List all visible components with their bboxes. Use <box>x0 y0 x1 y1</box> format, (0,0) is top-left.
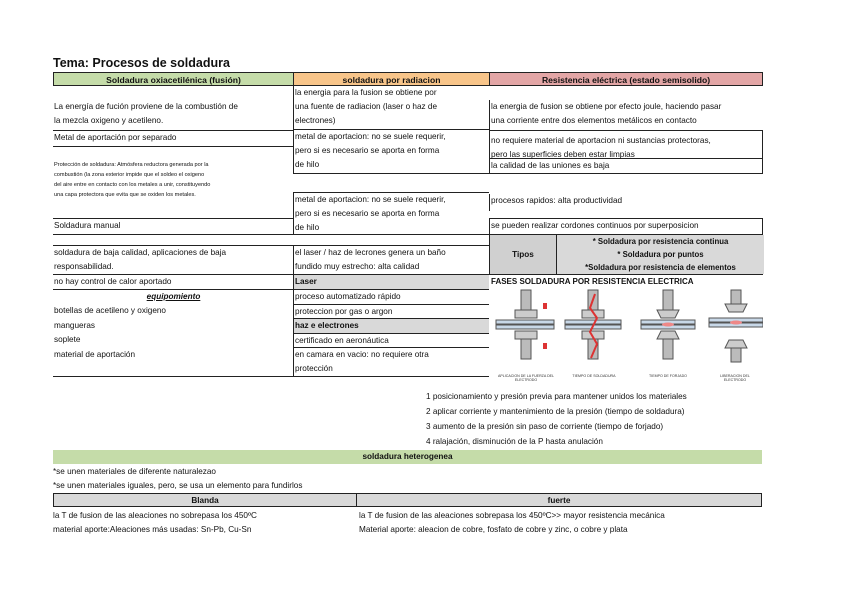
blanda-fusion: la T de fusion de las aleaciones no sobrepasa los 450ºC <box>53 511 257 520</box>
equip-item-1: botellas de acetileno y oxigeno <box>54 306 166 315</box>
col3-apor-l2: pero las superficies deben estar limpias <box>491 150 635 159</box>
col1-calor-text: no hay control de calor aportado <box>54 277 172 286</box>
fuerte-aporte: Material aporte: aleacion de cobre, fosfato de cobre y zinc, o cobre y plata <box>359 525 628 534</box>
col3-aportacion <box>489 130 763 159</box>
equip-item-4: material de aportación <box>54 350 136 359</box>
col3-cordones: se pueden realizar cordones continuos por superposicion <box>489 218 763 235</box>
col2-energy <box>293 86 489 130</box>
col1-prot-l2: combustión (la zona exterior impide que el soldeo el oxigeno <box>54 172 205 178</box>
col1-calor <box>53 275 293 290</box>
tipos-label: Tipos <box>490 235 556 274</box>
fases-title: FASES SOLDADURA POR RESISTENCIA ELECTRICA <box>491 277 694 286</box>
fuerte-header: fuerte <box>357 493 762 507</box>
col2-laser-1: proceso automatizado rápido <box>293 290 489 305</box>
tipo-elementos: *Soldadura por resistencia de elementos <box>585 263 736 272</box>
blanda-header: Blanda <box>53 493 357 507</box>
page-title: Tema: Procesos de soldadura <box>53 56 230 70</box>
col1-calidad <box>53 245 293 275</box>
col3-energy-l2: una corriente entre dos elementos metálicos en contacto <box>491 116 697 125</box>
col2-haz2-l2: protección <box>295 364 333 373</box>
col2-haz2-l1: en camara en vacio: no requiere otra <box>295 350 429 359</box>
col2-apor1-l3: de hilo <box>295 160 320 169</box>
col2-laser-header: Laser <box>293 275 489 290</box>
col1-proteccion <box>53 160 293 210</box>
col1-prot-l1: Protección de soldadura: Atmósfera reductora generada por la <box>54 162 209 168</box>
col1-aportacion-text: Metal de aportación por separado <box>54 133 177 142</box>
tipo-continua: * Soldadura por resistencia continua <box>592 237 729 246</box>
step-1: 1 posicionamiento y presión previa para mantener unidos los materiales <box>426 392 687 401</box>
fase-4 <box>709 290 763 362</box>
fases-diagram <box>491 288 763 388</box>
col1-prot-l3: del aire entre en contacto con los metales a unir, constituyendo <box>54 182 211 188</box>
col2-apor2-l1: metal de aportacion: no se suele requerir, <box>295 195 446 204</box>
col3-energy-l1: la energia de fusion se obtiene por efecto joule, haciendo pasar <box>491 102 722 111</box>
col1-aportacion <box>53 130 293 147</box>
col2-bano <box>293 245 489 275</box>
col2-apor1-l1: metal de aportacion: no se suele requerir, <box>295 132 446 141</box>
table-bottom-rule <box>53 376 489 377</box>
col3-energy <box>489 100 763 130</box>
col1-energy-line2: la mezcla oxigeno y acetileno. <box>54 116 164 125</box>
col2-bano-l2: fundido muy estrecho: alta calidad <box>295 262 420 271</box>
caption-fase-2: TIEMPO DE SOLDADURA <box>572 374 616 378</box>
step-3: 3 aumento de la presión sin paso de corriente (tiempo de forjado) <box>426 422 664 431</box>
caption-fase-4: LIBERACION DEL ELECTRODO <box>720 374 750 382</box>
col3-calidad: la calidad de las uniones es baja <box>489 159 763 174</box>
fase-3 <box>641 290 695 359</box>
col2-aportacion-2 <box>293 192 489 235</box>
fase-1 <box>496 290 554 359</box>
equip-item-3: soplete <box>54 335 81 344</box>
col1-manual <box>53 218 293 235</box>
col2-apor1-l2: pero si es necesario se aporta en forma <box>295 146 440 155</box>
col2-energy-l2: una fuente de radiacion (laser o haz de <box>295 102 438 111</box>
fuerte-fusion: la T de fusion de las aleaciones sobrepasa los 450ºC>> mayor resistencia mecánica <box>359 511 665 520</box>
equip-title: equipomiento <box>146 292 201 301</box>
col1-energy <box>53 100 293 130</box>
tipo-puntos: * Soldadura por puntos <box>617 250 704 259</box>
col3-apor-l1: no requiere material de aportacion ni sustancias protectoras, <box>491 136 711 145</box>
hetero-note-1: *se unen materiales de diferente naturalezaо <box>53 467 216 476</box>
caption-fase-3: TIEMPO DE FORJADO <box>649 374 687 378</box>
col1-manual-text: Soldadura manual <box>54 221 121 230</box>
col2-haz-header: haz e electrones <box>293 319 489 334</box>
col2-laser-2: proteccion por gas o argon <box>293 305 489 319</box>
col1-energy-line1: La energía de fución proviene de la combustión de <box>54 102 238 111</box>
blanda-aporte: material aporte:Aleaciones más usadas: Sn-Pb, Cu-Sn <box>53 525 252 534</box>
col2-aportacion-1 <box>293 130 489 174</box>
header-oxiacetilenica: Soldadura oxiacetilénica (fusión) <box>53 72 294 86</box>
col3-rapidos: procesos rapidos: alta productividad <box>489 194 763 211</box>
col2-bano-l1: el laser / haz de lecrones genera un baño <box>295 248 446 257</box>
col2-apor2-l2: pero si es necesario se aporta en forma <box>295 209 440 218</box>
equip-item-2: mangueras <box>54 321 95 330</box>
col2-energy-l1: la energia para la fusion se obtiene por <box>295 88 437 97</box>
col2-energy-l3: electrones) <box>295 116 336 125</box>
step-4: 4 ralajación, disminución de la P hasta anulación <box>426 437 603 446</box>
header-resistencia: Resistencia eléctrica (estado semisolido) <box>489 72 763 86</box>
col1-calidad-l1: soldadura de baja calidad, aplicaciones de baja <box>54 248 227 257</box>
header-radiacion: soldadura por radiacion <box>293 72 490 86</box>
col3-tipos-block <box>489 235 763 275</box>
caption-fase-1: APLICACION DE LA FUERZA DEL ELECTRODO <box>497 374 555 382</box>
hetero-note-2: *se unen materiales iguales, pero, se usa un elemento para fundirlos <box>53 481 303 490</box>
col2-haz-1: certificado en aeronáutica <box>293 334 489 348</box>
step-2: 2 aplicar corriente y mantenimiento de la presión (tiempo de soldadura) <box>426 407 685 416</box>
tipos-list <box>556 235 764 274</box>
col2-apor2-l3: de hilo <box>295 223 320 232</box>
fase-2 <box>565 290 621 359</box>
col1-calidad-l2: responsabilidad. <box>54 262 114 271</box>
col2-haz-2 <box>293 348 489 376</box>
col1-prot-l4: una capa protectora que evita que se oxiden los metales. <box>54 192 196 198</box>
fases-captions <box>491 374 763 388</box>
hetero-title: soldadura heterogenea <box>53 450 762 464</box>
